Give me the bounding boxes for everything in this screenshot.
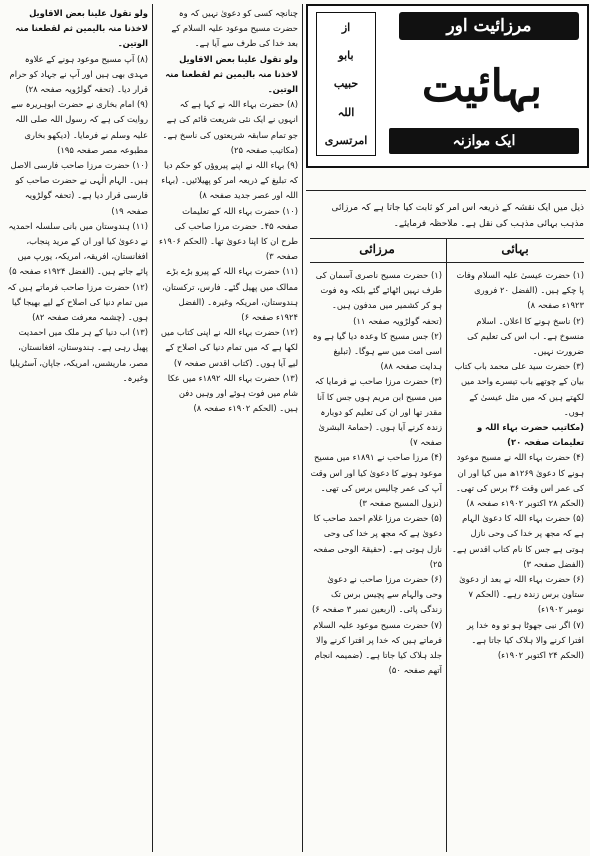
list-item: (۸) حضرت بہاء اللہ نے کہا ہے کہ انہوں نے ایک نئی شریعت قائم کی ہے جو تمام سابقہ شریعتوں کی ناسخ ہے۔ (مکاتیب صفحہ ۲۵) <box>162 99 298 155</box>
author-word: اللہ <box>337 105 355 119</box>
list-item: (۶) حضرت بہاء اللہ نے بعد از دعویٰ ستاون برس زندہ رہے۔ (الحکم ۷ نومبر ۱۹۰۲ء) <box>459 574 584 615</box>
masthead <box>306 4 589 168</box>
bahai-column <box>450 268 584 852</box>
masthead-main-title: بہائیت <box>421 61 543 112</box>
left-column <box>6 6 148 852</box>
masthead-author-box <box>316 12 376 156</box>
author-word: حبیب <box>333 77 359 91</box>
list-item: (۳) حضرت مرزا صاحب نے فرمایا کہ میں مسیح ابن مریم ہوں جس کا آنا مقدر تھا اور ان کی تعلیم کو دوبارہ زندہ کرنے آیا ہوں۔ (حمامۃ البشریٰ صفحہ ۷) <box>314 376 442 448</box>
quran-verse: ولو تقول علینا بعض الاقاویل لاخذنا منہ بالیمین ثم لقطعنا منہ الوتین۔ <box>15 8 148 49</box>
list-item: (۱۲) حضرت مرزا صاحب فرماتے ہیں کہ میں تمام دنیا کی اصلاح کے لیے بھیجا گیا ہوں۔ (چشمہ معرفت صفحہ ۸۲) <box>7 281 148 323</box>
bahai-column-header: بہائی <box>501 242 529 256</box>
list-item: (۷) اگر نبی جھوٹا ہو تو وہ خدا پر افترا کرنے والا ہلاک کیا جاتا ہے۔ (الحکم ۲۴ اکتوبر ۱۹۰۲ء) <box>466 619 584 661</box>
intro-paragraph: ذیل میں ایک نقشہ کے ذریعہ اس امر کو ثابت کیا جاتا ہے کہ مرزائی مذہب بہائی مذہب کی نقل ہے۔ ملاحظہ فرمایئے۔ <box>331 203 584 229</box>
list-item: (۵) حضرت بہاء اللہ کا دعویٰ الہام ہے کہ مجھ پر خدا کی وحی نازل ہوتی ہے جس کا نام کتاب اقدس ہے۔ (الفضل صفحہ ۳) <box>451 513 584 569</box>
author-word: از <box>341 20 351 34</box>
list-item: (۹) بہاء اللہ نے اپنے پیروؤں کو حکم دیا کہ تبلیغ کے ذریعہ امر کو پھیلائیں۔ (بہاء اللہ اور عصر جدید صفحہ ۸) <box>161 160 298 201</box>
list-item: (۱۰) حضرت مرزا صاحب فارسی الاصل ہیں۔ الہام الٰہی نے حضرت صاحب کو فارسی قرار دیا ہے۔ (تحفہ گولڑویہ صفحہ ۱۹) <box>10 160 148 216</box>
list-item: (۷) حضرت مسیح موعود علیہ السلام فرماتے ہیں کہ خدا پر افترا کرنے والا جلد ہلاک کیا جاتا ہے۔ (ضمیمہ انجام آتھم صفحہ ۵۰) <box>313 619 442 676</box>
author-word: بابو <box>338 49 354 63</box>
column-rule <box>152 4 153 852</box>
masthead-band: ایک موازنہ <box>389 128 579 154</box>
list-item: (۱۳) حضرت بہاء اللہ ۱۸۹۲ء میں عکا شام میں فوت ہوئے اور وہیں دفن ہیں۔ (الحکم ۱۹۰۲ء صفحہ ۸) <box>167 372 298 414</box>
list-item: (۲) جس مسیح کا وعدہ دیا گیا ہے وہ اسی امت میں سے ہوگا۔ (تبلیغ ہدایت صفحہ ۸۸) <box>312 330 442 372</box>
list-item: (۱۲) حضرت بہاء اللہ نے اپنی کتاب میں لکھا ہے کہ میں تمام دنیا کی اصلاح کے لیے آیا ہوں۔ (کتاب اقدس صفحہ ۷) <box>160 327 298 368</box>
list-item: چنانچہ کسی کو دعویٰ نہیں کہ وہ حضرت مسیح موعود علیہ السلام کے بعد خدا کی طرف سے آیا ہے۔ <box>171 8 298 49</box>
list-item: (۱۱) ہندوستان میں بانی سلسلہ احمدیہ نے دعویٰ کیا اور ان کے مرید پنجاب، افغانستان، افریقہ، امریکہ، یورپ میں پائے جاتے ہیں۔ (الفضل ۱۹۲۴ء صفحہ ۵) <box>8 220 148 277</box>
list-item: (۴) مرزا صاحب نے ۱۸۹۱ء میں مسیح موعود ہونے کا دعویٰ کیا اور اس وقت آپ کی عمر چالیس برس کی تھی۔ (نزول المسیح صفحہ ۳) <box>310 452 442 509</box>
list-item: (۱۱) حضرت بہاء اللہ کے پیرو بڑے بڑے ممالک میں پھیل گئے۔ فارس، ترکستان، ہندوستان، امریکہ وغیرہ۔ (الفضل ۱۹۲۴ء صفحہ ۶) <box>162 266 298 323</box>
author-word: امرتسری <box>324 134 368 148</box>
list-item: (۶) حضرت مرزا صاحب نے دعویٰ وحی والہام سے پچیس برس تک زندگی پائی۔ (اربعین نمبر ۳ صفحہ ۶) <box>311 574 442 615</box>
list-item: (۱۳) اب دنیا کے ہر ملک میں احمدیت پھیل رہی ہے۔ ہندوستان، افغانستان، مصر، ماریشس، امریکہ، جاپان، آسٹریلیا وغیرہ۔ <box>9 327 148 383</box>
list-item: (۱۰) حضرت بہاء اللہ کے تعلیمات صفحہ ۴۵۔ حضرت مرزا صاحب کی طرح ان کا اپنا دعویٰ تھا۔ (الحکم ۱۹۰۶ء صفحہ ۳) <box>158 205 298 262</box>
list-item: (۴) حضرت بہاء اللہ نے مسیح موعود ہونے کا دعویٰ ۱۲۶۹ھ میں کیا اور ان کی عمر اس وقت ۳۶ برس کی تھی۔ (الحکم ۲۸ اکتوبر ۱۹۰۲ء صفحہ ۸) <box>455 452 584 509</box>
column-rule <box>302 4 303 852</box>
mirzai-column <box>310 268 442 852</box>
list-item: (۲) ناسخ ہونے کا اعلان۔ اسلام منسوخ ہے۔ اب اس کی تعلیم کی ضرورت نہیں۔ <box>467 315 584 357</box>
middle-column <box>158 6 298 852</box>
citation: (مکاتیب حضرت بہاء اللہ و تعلیمات صفحہ ۲۰) <box>476 422 584 448</box>
list-item: (۸) آپ مسیح موعود ہونے کے علاوہ مہدی بھی ہیں اور آپ نے جہاد کو حرام قرار دیا۔ (تحفہ گولڑویہ صفحہ ۲۸) <box>9 53 148 95</box>
masthead-bottom-rule <box>306 190 586 191</box>
table-header-rule <box>310 262 584 263</box>
table-top-rule <box>310 238 584 239</box>
list-item: (۹) امام بخاری نے حضرت ابوہریرہ سے روایت کی ہے کہ رسول اللہ صلی اللہ علیہ وسلم نے فرمایا۔ (دیکھو بخاری مطبوعہ مصر صفحہ ۱۹۵) <box>11 99 148 155</box>
list-item: (۳) حضرت سید علی محمد باب کتاب بیان کے چوتھے باب تیسرے واحد میں لکھتے ہیں کہ میں مثل عیسیٰ کے ہوں۔ <box>454 361 584 417</box>
masthead-title-line: مرزائیت اور <box>399 12 579 40</box>
mirzai-column-header: مرزائی <box>359 242 395 256</box>
quran-verse: ولو تقول علینا بعض الاقاویل لاخذنا منہ بالیمین ثم لقطعنا منہ الوتین۔ <box>165 53 298 95</box>
list-item: (۱) حضرت عیسیٰ علیہ السلام وفات پا چکے ہیں۔ (الفضل ۲۰ فروری ۱۹۲۳ء صفحہ ۸) <box>456 270 584 311</box>
column-rule <box>446 238 447 852</box>
list-item: (۱) حضرت مسیح ناصری آسمان کی طرف نہیں اٹھائے گئے بلکہ وہ فوت ہو کر کشمیر میں مدفون ہیں۔ (تحفہ گولڑویہ صفحہ ۱۱) <box>315 270 442 326</box>
list-item: (۵) حضرت مرزا غلام احمد صاحب کا دعویٰ ہے کہ مجھ پر خدا کی وحی نازل ہوتی ہے۔ (حقیقۃ الوحی صفحہ ۲۵) <box>313 513 442 569</box>
